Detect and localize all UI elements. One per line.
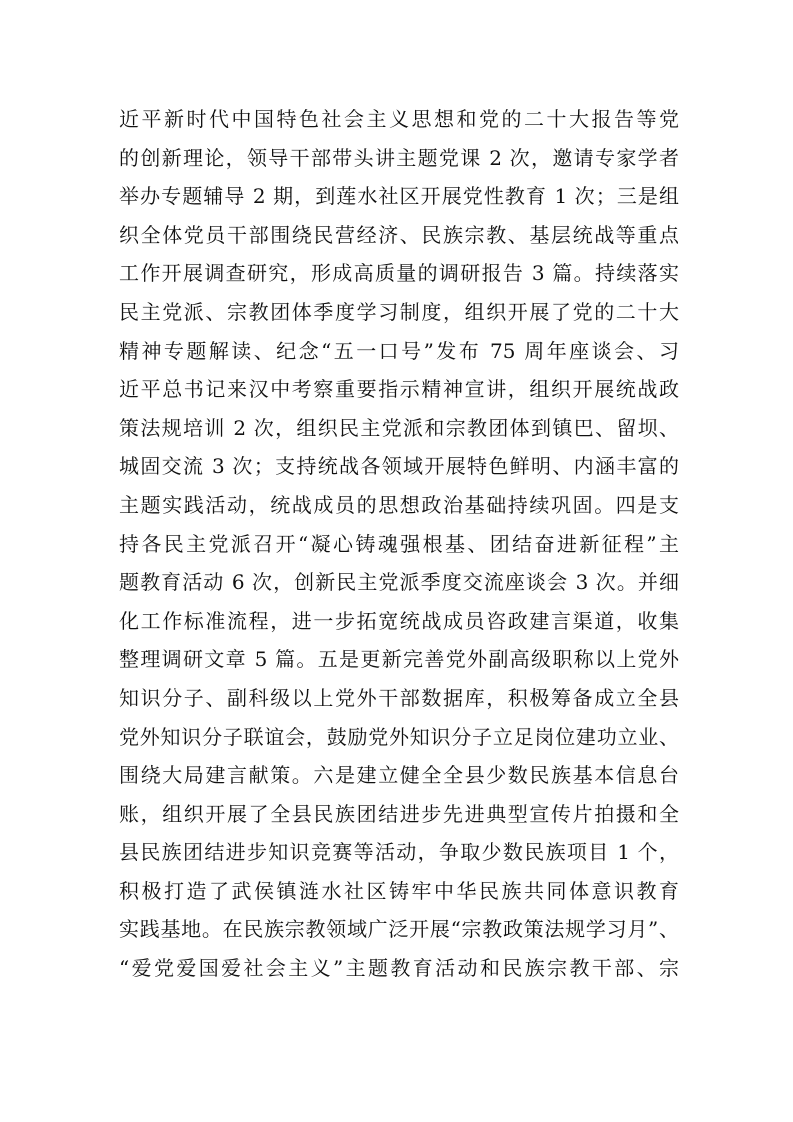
text-line: 近平新时代中国特色社会主义思想和党的二十大报告等党 <box>119 107 679 131</box>
text-line: 的创新理论，领导干部带头讲主题党课 2 次，邀请专家学者 <box>119 145 679 170</box>
text-line: 围绕大局建言献策。六是建立健全全县少数民族基本信息台 <box>119 763 679 788</box>
text-line: 策法规培训 2 次，组织民主党派和宗教团体到镇巴、留坝、 <box>119 415 679 440</box>
text-line: 化工作标准流程，进一步拓宽统战成员咨政建言渠道，收集 <box>119 608 679 633</box>
text-line: 题教育活动 6 次，创新民主党派季度交流座谈会 3 次。并细 <box>119 570 679 595</box>
text-line: 织全体党员干部围绕民营经济、民族宗教、基层统战等重点 <box>119 222 679 247</box>
text-line: 账，组织开展了全县民族团结进步先进典型宣传片拍摄和全 <box>119 801 679 826</box>
text-line: 近平总书记来汉中考察重要指示精神宣讲，组织开展统战政 <box>119 377 679 402</box>
text-line: 民主党派、宗教团体季度学习制度，组织开展了党的二十大 <box>119 299 679 324</box>
text-line: “爱党爱国爱社会主义”主题教育活动和民族宗教干部、宗 <box>119 956 679 981</box>
text-line: 工作开展调查研究，形成高质量的调研报告 3 篇。持续落实 <box>119 261 679 286</box>
text-line: 主题实践活动，统战成员的思想政治基础持续巩固。四是支 <box>119 492 679 517</box>
text-line: 整理调研文章 5 篇。五是更新完善党外副高级职称以上党外 <box>119 647 679 672</box>
text-line: 积极打造了武侯镇涟水社区铸牢中华民族共同体意识教育 <box>119 878 679 903</box>
text-line: 城固交流 3 次；支持统战各领域开展特色鲜明、内涵丰富的 <box>119 454 679 479</box>
text-line: 持各民主党派召开“凝心铸魂强根基、团结奋进新征程”主 <box>119 531 679 556</box>
text-line: 知识分子、副科级以上党外干部数据库，积极筹备成立全县 <box>119 685 679 710</box>
text-line: 实践基地。在民族宗教领域广泛开展“宗教政策法规学习月”、 <box>119 917 679 942</box>
text-line: 举办专题辅导 2 期，到莲水社区开展党性教育 1 次；三是组 <box>119 184 679 209</box>
text-line: 党外知识分子联谊会，鼓励党外知识分子立足岗位建功立业、 <box>119 724 679 749</box>
text-line: 精神专题解读、纪念“五一口号”发布 75 周年座谈会、习 <box>119 338 679 363</box>
body-text <box>119 100 679 988</box>
text-line: 县民族团结进步知识竞赛等活动，争取少数民族项目 1 个， <box>119 840 679 865</box>
